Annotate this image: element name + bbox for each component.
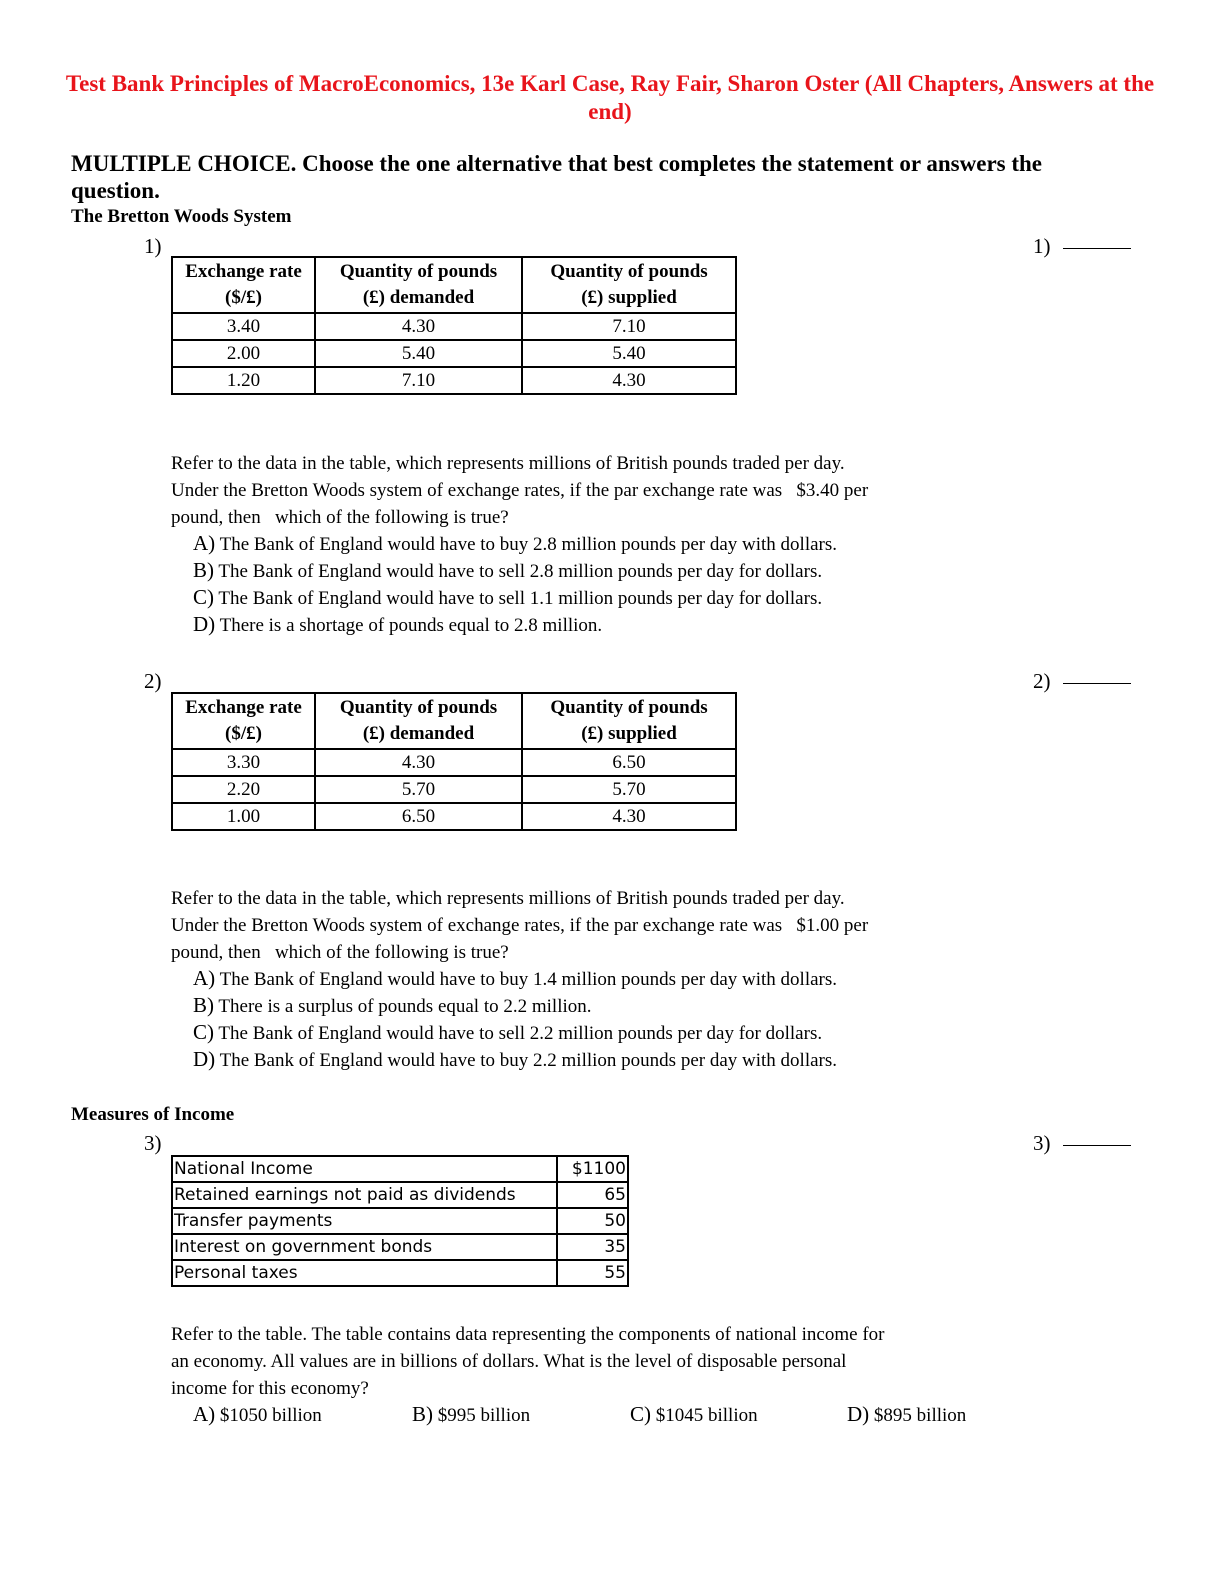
cell-exchange-rate: 2.20 <box>172 776 315 803</box>
cell-supplied: 6.50 <box>522 749 736 776</box>
question-number: 2) <box>144 669 162 693</box>
cell-demanded: 5.70 <box>315 776 522 803</box>
cell-exchange-rate: 1.20 <box>172 367 315 394</box>
option-c[interactable] <box>630 1401 758 1429</box>
cell-label: Personal taxes <box>172 1260 557 1286</box>
option-letter: C) <box>193 585 214 609</box>
cell-value: 65 <box>557 1182 628 1208</box>
option-text: The Bank of England would have to sell 2.8 million pounds per day for dollars. <box>218 561 823 582</box>
option-text: $895 billion <box>873 1405 967 1426</box>
option-text: The Bank of England would have to buy 2.8 million pounds per day with dollars. <box>219 534 838 555</box>
instructions: MULTIPLE CHOICE. Choose the one alternative that best completes the statement or answers the question. <box>71 151 1043 203</box>
stem-line: pound, then which of the following is true? <box>171 507 509 528</box>
exchange-rate-table-2 <box>171 692 737 831</box>
option-text: The Bank of England would have to sell 1.1 million pounds per day for dollars. <box>218 588 823 609</box>
cell-demanded: 5.40 <box>315 340 522 367</box>
cell-value: 55 <box>557 1260 628 1286</box>
table-row <box>172 1156 628 1182</box>
header-quantity-supplied: Quantity of pounds (£) supplied <box>522 693 736 749</box>
cell-value: $1100 <box>557 1156 628 1182</box>
table-row <box>172 367 736 394</box>
option-letter: A) <box>193 1402 216 1426</box>
option-text: $1050 billion <box>219 1405 322 1426</box>
answer-blank-1[interactable] <box>1033 234 1131 259</box>
cell-supplied: 7.10 <box>522 313 736 340</box>
cell-label: National Income <box>172 1156 557 1182</box>
table-row <box>172 803 736 830</box>
exchange-rate-table-1 <box>171 256 737 395</box>
stem-line: Under the Bretton Woods system of exchange rates, if the par exchange rate was $3.40 per <box>171 480 869 501</box>
table-row <box>172 1182 628 1208</box>
option-text: $1045 billion <box>655 1405 758 1426</box>
table-row <box>172 1208 628 1234</box>
option-letter: A) <box>193 531 216 555</box>
stem-line: Refer to the table. The table contains data representing the components of national income for <box>171 1324 885 1345</box>
stem-line: Under the Bretton Woods system of exchange rates, if the par exchange rate was $1.00 per <box>171 915 869 936</box>
cell-label: Interest on government bonds <box>172 1234 557 1260</box>
answer-line <box>1063 683 1131 684</box>
section-heading-measures-of-income: Measures of Income <box>71 1104 235 1125</box>
option-letter: A) <box>193 966 216 990</box>
cell-demanded: 4.30 <box>315 749 522 776</box>
option-c[interactable] <box>193 1019 822 1047</box>
option-text: $995 billion <box>437 1405 531 1426</box>
answer-label: 2) <box>1033 669 1051 693</box>
cell-demanded: 7.10 <box>315 367 522 394</box>
table-row <box>172 340 736 367</box>
table-row <box>172 1260 628 1286</box>
option-letter: D) <box>847 1402 870 1426</box>
section-heading-bretton-woods: The Bretton Woods System <box>71 206 292 227</box>
option-a[interactable] <box>193 965 837 993</box>
cell-supplied: 5.40 <box>522 340 736 367</box>
table-header-row <box>172 693 736 749</box>
table-row <box>172 749 736 776</box>
option-a[interactable] <box>193 530 837 558</box>
header-exchange-rate: Exchange rate ($/£) <box>172 693 315 749</box>
cell-value: 50 <box>557 1208 628 1234</box>
question-stem-3 <box>171 1321 991 1402</box>
option-d[interactable] <box>193 611 602 639</box>
answer-blank-2[interactable] <box>1033 669 1131 694</box>
question-stem-2 <box>171 885 991 966</box>
table-row <box>172 1234 628 1260</box>
stem-line: pound, then which of the following is true? <box>171 942 509 963</box>
option-letter: B) <box>412 1402 433 1426</box>
option-text: The Bank of England would have to sell 2.2 million pounds per day for dollars. <box>218 1023 823 1044</box>
cell-exchange-rate: 2.00 <box>172 340 315 367</box>
cell-supplied: 5.70 <box>522 776 736 803</box>
option-letter: D) <box>193 1047 216 1071</box>
cell-exchange-rate: 1.00 <box>172 803 315 830</box>
option-letter: B) <box>193 558 214 582</box>
answer-blank-3[interactable] <box>1033 1131 1131 1156</box>
question-number: 1) <box>144 234 162 258</box>
option-text: There is a shortage of pounds equal to 2.8 million. <box>219 615 603 636</box>
option-text: There is a surplus of pounds equal to 2.2 million. <box>218 996 592 1017</box>
option-d[interactable] <box>193 1046 837 1074</box>
table-row <box>172 313 736 340</box>
stem-line: income for this economy? <box>171 1378 369 1399</box>
stem-line: Refer to the data in the table, which represents millions of British pounds traded per day. <box>171 888 845 909</box>
option-b[interactable] <box>193 557 822 585</box>
question-stem-1 <box>171 450 991 531</box>
option-d[interactable] <box>847 1401 966 1429</box>
header-quantity-demanded: Quantity of pounds (£) demanded <box>315 693 522 749</box>
option-text: The Bank of England would have to buy 1.4 million pounds per day with dollars. <box>219 969 838 990</box>
cell-supplied: 4.30 <box>522 367 736 394</box>
document-title: Test Bank Principles of MacroEconomics, 13e Karl Case, Ray Fair, Sharon Oster (All Chapters, Answers at the end) <box>65 71 1155 124</box>
option-c[interactable] <box>193 584 822 612</box>
table-row <box>172 776 736 803</box>
cell-exchange-rate: 3.40 <box>172 313 315 340</box>
answer-line <box>1063 248 1131 249</box>
option-letter: C) <box>630 1402 651 1426</box>
header-exchange-rate: Exchange rate ($/£) <box>172 257 315 313</box>
answer-label: 1) <box>1033 234 1051 258</box>
cell-value: 35 <box>557 1234 628 1260</box>
option-text: The Bank of England would have to buy 2.2 million pounds per day with dollars. <box>219 1050 838 1071</box>
cell-demanded: 4.30 <box>315 313 522 340</box>
option-letter: C) <box>193 1020 214 1044</box>
cell-demanded: 6.50 <box>315 803 522 830</box>
header-quantity-supplied: Quantity of pounds (£) supplied <box>522 257 736 313</box>
question-number: 3) <box>144 1131 162 1155</box>
option-letter: B) <box>193 993 214 1017</box>
option-a[interactable] <box>193 1401 322 1429</box>
stem-line: an economy. All values are in billions of dollars. What is the level of disposable personal <box>171 1351 847 1372</box>
answer-label: 3) <box>1033 1131 1051 1155</box>
stem-line: Refer to the data in the table, which represents millions of British pounds traded per day. <box>171 453 845 474</box>
cell-label: Transfer payments <box>172 1208 557 1234</box>
option-b[interactable] <box>193 992 592 1020</box>
cell-supplied: 4.30 <box>522 803 736 830</box>
cell-exchange-rate: 3.30 <box>172 749 315 776</box>
cell-label: Retained earnings not paid as dividends <box>172 1182 557 1208</box>
table-header-row <box>172 257 736 313</box>
option-b[interactable] <box>412 1401 530 1429</box>
national-income-table <box>171 1155 629 1287</box>
answer-line <box>1063 1145 1131 1146</box>
header-quantity-demanded: Quantity of pounds (£) demanded <box>315 257 522 313</box>
option-letter: D) <box>193 612 216 636</box>
